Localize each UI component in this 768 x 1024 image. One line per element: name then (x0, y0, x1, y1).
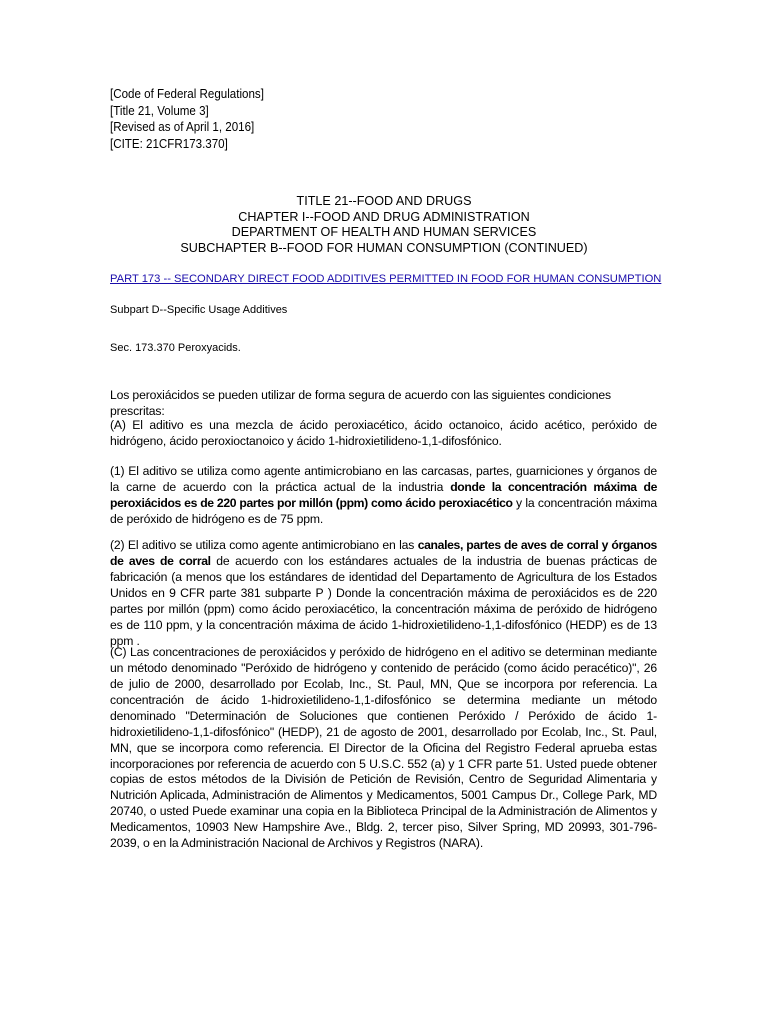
paragraph-2-text-start: (2) El aditivo se utiliza como agente antimicrobiano en las (110, 538, 418, 553)
paragraph-1-text-start: (1) El aditivo se utiliza como agente antimicrobiano en las carcasas, partes, guarniciones y órganos de la carne de acuerdo con la práctica actual de la industria (110, 464, 657, 495)
header-line-revised: [Revised as of April 1, 2016] (110, 120, 255, 134)
paragraph-2-bold-text: canales, partes de aves de corral y órganos de aves de corral (110, 538, 657, 569)
chapter-line: CHAPTER I--FOOD AND DRUG ADMINISTRATION (238, 209, 530, 224)
section-heading: Sec. 173.370 Peroxyacids. (110, 342, 241, 354)
header-line-cite: [CITE: 21CFR173.370] (110, 136, 228, 151)
header-line-code: [Code of Federal Regulations] (110, 87, 264, 101)
paragraph-2 (110, 538, 657, 649)
header-line-title: [Title 21, Volume 3] (110, 103, 209, 118)
title-line: TITLE 21--FOOD AND DRUGS (296, 194, 472, 208)
paragraph-2-text-end: de acuerdo con los estándares actuales de la industria de buenas prácticas de fabricación (a menos que los estándares de identidad del Departamento de Agricultura de los Estados Unidos en 9 CFR parte 381 subparte P ) Donde la concentración máxima de peroxiácidos es de 220 partes por millón (ppm) como ácido peroxiacético, la concentración máxima de peróxido de hidrógeno es de 110 ppm, y la concentración máxima de ácido 1-hidroxietilideno-1,1-difosfónico (HEDP) es de 13 ppm . (110, 554, 657, 648)
paragraph-1 (110, 464, 657, 528)
paragraph-c: (C) Las concentraciones de peroxiácidos y peróxido de hidrógeno en el aditivo se determinan mediante un método denominado "Peróxido de hidrógeno y contenido de perácido (como ácido peracético)", 26 de julio de 2000, desarrollado por Ecolab, Inc., St. Paul, MN, Que se incorpora por referencia. La concentración de ácido 1-hidroxietilideno-1,1-difosfónico se determina mediante un método denominado "Determinación de Soluciones que contienen Peróxido / Peróxido de ácido 1-hidroxietilideno-1,1-difosfónico" (HEDP), 21 de agosto de 2001, desarrollado por Ecolab, Inc., St. Paul, MN, que se incorpora como referencia. El Director de la Oficina del Registro Federal aprueba estas incorporaciones por referencia de acuerdo con 5 U.S.C. 552 (a) y 1 CFR parte 51. Usted puede obtener copias de estos métodos de la División de Petición de Revisión, Centro de Seguridad Alimentaria y Nutrición Aplicada, Administración de Alimentos y Medicamentos, 5001 Campus Dr., College Park, MD 20740, o usted Puede examinar una copia en la Biblioteca Principal de la Administración de Alimentos y Medicamentos, 10903 New Hampshire Ave., Bldg. 2, tercer piso, Silver Spring, MD 20993, 301-796-2039, o en la Administración Nacional de Archivos y Registros (NARA). (110, 645, 657, 851)
subpart-heading: Subpart D--Specific Usage Additives (110, 304, 288, 316)
intro-paragraph: Los peroxiácidos se pueden utilizar de forma segura de acuerdo con las siguientes condiciones prescritas: (110, 388, 611, 419)
paragraph-1-text-end: y la concentración máxima de peróxido de hidrógeno es de 75 ppm. (110, 496, 657, 526)
paragraph-1-bold-text: donde la concentración máxima de peroxiácidos es de 220 partes por millón (ppm) como ácido peroxiacético (110, 480, 657, 510)
subchapter-line: SUBCHAPTER B--FOOD FOR HUMAN CONSUMPTION (CONTINUED) (180, 241, 588, 256)
part-173-link[interactable]: PART 173 -- SECONDARY DIRECT FOOD ADDITIVES PERMITTED IN FOOD FOR HUMAN CONSUMPTION (110, 273, 662, 285)
department-line: DEPARTMENT OF HEALTH AND HUMAN SERVICES (231, 225, 537, 240)
title-block (110, 194, 658, 257)
cfr-header (110, 86, 264, 152)
paragraph-a: (A) El aditivo es una mezcla de ácido peroxiacético, ácido octanoico, ácido acético, peróxido de hidrógeno, ácido peroxioctanoico y ácido 1-hidroxietilideno-1,1-difosfónico. (110, 418, 657, 449)
